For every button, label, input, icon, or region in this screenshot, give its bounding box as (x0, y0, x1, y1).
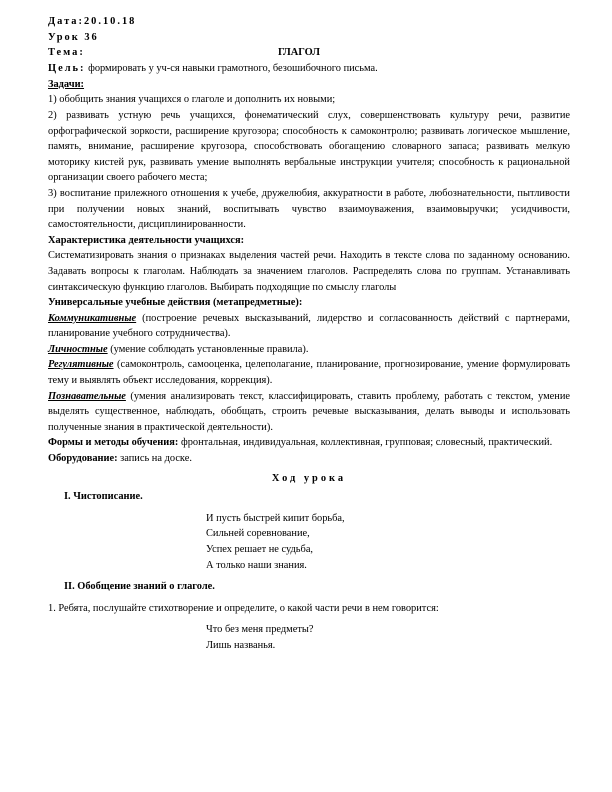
uud-personal (48, 342, 570, 358)
uud-term: Коммуникативные (48, 312, 137, 324)
section-heading: II. Обобщение знаний о глаголе. (64, 581, 215, 593)
poem-line: Сильней соревнование, (206, 528, 310, 540)
uud-cognitive (48, 389, 570, 436)
document-page (48, 14, 570, 654)
uud-text: (построение речевых высказываний, лидерство и согласованность действий с партнерами, планирование учебного сотрудничества). (48, 312, 570, 340)
forms-text: фронтальная, индивидуальная, коллективная, групповая; словесный, практический. (178, 437, 553, 449)
uud-term: Личностные (48, 343, 108, 355)
activity-label: Характеристика деятельности учащихся: (48, 234, 245, 246)
poem-line: Лишь названья. (206, 639, 276, 651)
forms-paragraph (48, 435, 570, 451)
lesson-flow-title: Ход урока (271, 472, 347, 484)
poem-line: А только наши знания. (206, 559, 307, 571)
question-text: 1. Ребята, послушайте стихотворение и определите, о какой части речи в нем говорится: (48, 602, 439, 614)
topic-label: Тема: (48, 47, 85, 59)
uud-text: (самоконтроль, самооценка, целеполагание, планирование, прогнозирование, умение формулировать тему и выявлять объект исследования, коррекция). (48, 359, 570, 387)
topic-row (48, 45, 570, 61)
equipment-paragraph (48, 451, 570, 467)
forms-label: Формы и методы обучения: (48, 437, 179, 449)
poem-line: И пусть быстрей кипит борьба, (206, 512, 345, 524)
goal-label: Цель: (48, 63, 86, 75)
lesson-date: Дата:20.10.18 (48, 16, 137, 27)
equipment-text: запись на доске. (117, 453, 192, 465)
uud-regulatory (48, 357, 570, 388)
topic-title: ГЛАГОЛ (278, 47, 320, 59)
poem-line: Успех решает не судьба, (206, 544, 314, 555)
lesson-number: Урок 36 (48, 31, 99, 43)
equipment-label: Оборудование: (48, 453, 118, 465)
goal-paragraph (48, 61, 570, 77)
task-item-1: 1) обобщить знания учащихся о глаголе и дополнить их новыми; (48, 94, 336, 106)
uud-term: Познавательные (48, 390, 126, 402)
task-item-2: 2) развивать устную речь учащихся, фонематический слух, совершенствовать культуру речи, развитие орфографической зоркости, расширение кругозора; способность к самоконтролю; развивать логическое мышление, память, внимание, расширение кругозора, способствовать обогащению словарного запаса; развивать мелкую моторику кистей рук, развивать умение выполнять вербальные инструкции учителя; способность к рациональной организации своего рабочего места; (48, 109, 570, 184)
tasks-label: Задачи: (48, 78, 85, 90)
task-item-3: 3) воспитание прилежного отношения к учебе, дружелюбия, аккуратности в работе, любознательности, пытливости при получении новых знаний, воспитывать чувство взаимоуважения, взаимовыручки; усидчивости, самостоятельности, дисциплинированности. (48, 187, 570, 231)
uud-communicative (48, 311, 570, 342)
poem-line: Что без меня предметы? (206, 624, 314, 636)
uud-text: (умения анализировать текст, классифицировать, ставить проблему, работать с текстом, умение выделять существенное, наблюдать, обобщать, строить речевые высказывания, делать выводы и использовать полученные знания в практической деятельности). (48, 390, 570, 433)
uud-term: Регулятивные (48, 359, 114, 371)
section-heading: I. Чистописание. (64, 491, 143, 503)
goal-text: формировать у уч-ся навыки грамотного, безошибочного письма. (85, 63, 378, 75)
activity-text: Систематизировать знания о признаках выделения частей речи. Находить в тексте слова по заданному основанию. Задавать вопросы к глаголам. Наблюдать за значением глаголов. Распределять слова по группам. Устанавливать синтаксическую функцию глаголов. Выбирать подходящие по смыслу глаголы (48, 250, 570, 293)
uud-text: (умение соблюдать установленные правила). (107, 343, 309, 355)
uud-label: Универсальные учебные действия (метапредметные): (48, 297, 303, 309)
